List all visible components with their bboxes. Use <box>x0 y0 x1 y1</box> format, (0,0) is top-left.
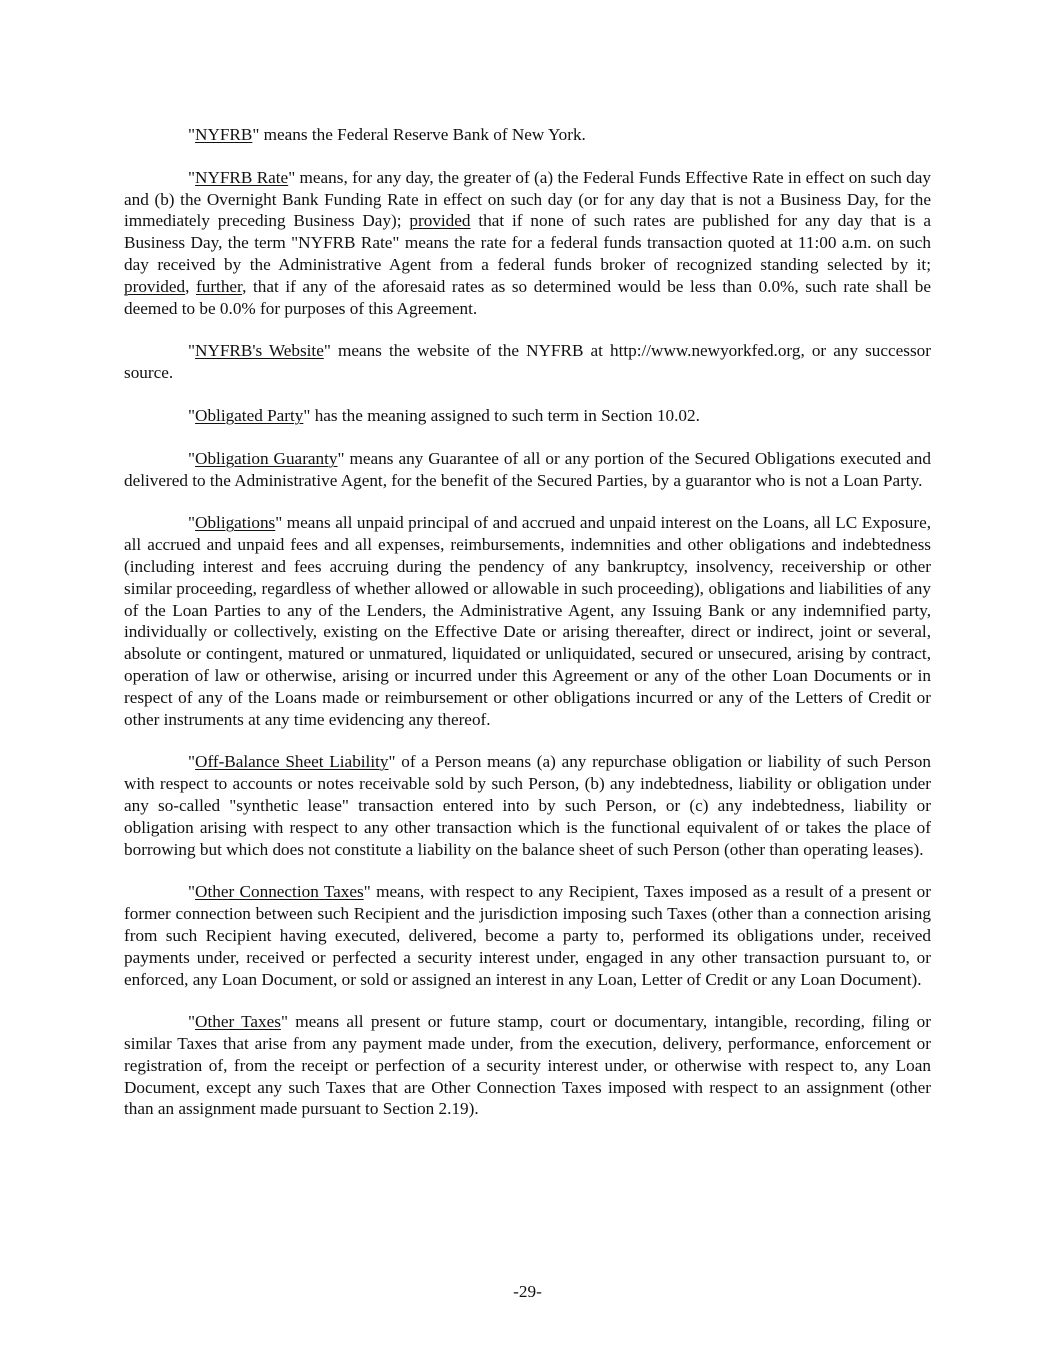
definition-text: " means the Federal Reserve Bank of New York. <box>252 125 586 144</box>
defined-term: Obligations <box>195 513 276 533</box>
page-number: -29- <box>513 1282 542 1301</box>
defined-term: Off-Balance Sheet Liability <box>195 752 389 772</box>
separator: , <box>185 276 196 296</box>
defined-term: Other Connection Taxes <box>195 882 364 902</box>
definition-nyfrb-website: "NYFRB's Website" means the website of the NYFRB at http://www.newyorkfed.org, or any successor source. <box>124 341 931 383</box>
definition-text: " means, for any day, the greater of (a) the Federal Funds Effective Rate in effect on such day and (b) the Overnight Bank Funding Rate in effect on such day (or for any day that is not a Business Day, for the immediately preceding Business Day); <box>124 167 931 231</box>
definition-text: , that if any of the aforesaid rates as so determined would be less than 0.0%, such rate shall be deemed to be 0.0% for purposes of this Agreement. <box>124 276 931 318</box>
defined-term: NYFRB Rate <box>195 167 289 187</box>
definition-text: " means all present or future stamp, court or documentary, intangible, recording, filing or similar Taxes that arise from any payment made under, from the execution, delivery, performance, enforcement or registration of, from the receipt or perfection of a security interest under, or otherwise with respect to, any Loan Document, except any such Taxes that are Other Connection Taxes imposed with respect to an assignment (other than an assignment made pursuant to Section 2.19). <box>124 1012 931 1119</box>
definition-text: " means, with respect to any Recipient, Taxes imposed as a result of a present or former connection between such Recipient and the jurisdiction imposing such Taxes (other than a connection arising from such Recipient having executed, delivered, become a party to, performed its obligations under, received payments under, received or perfected a security interest under, engaged in any other transaction pursuant to, or enforced, any Loan Document, or sold or assigned an interest in any Loan, Letter of Credit or any Loan Document). <box>124 882 931 989</box>
further-keyword: further <box>196 276 243 296</box>
defined-term: NYFRB <box>195 125 253 144</box>
definition-text: " means any Guarantee of all or any portion of the Secured Obligations executed and delivered to the Administrative Agent, for the benefit of the Secured Parties, by a guarantor who is not a Loan Party. <box>124 448 931 490</box>
definition-text: that if none of such rates are published for any day that is a Business Day, the term "NYFRB Rate" means the rate for a federal funds transaction quoted at 11:00 a.m. on such day received by the Administrative Agent from a federal funds broker of recognized standing selected by it; <box>124 211 931 274</box>
definition-obligations: "Obligations" means all unpaid principal of and accrued and unpaid interest on the Loans, all LC Exposure, all accrued and unpaid fees and all expenses, reimbursements, indemnities and other obligations and indebtedness (including interest and fees accruing during the pendency of any bankruptcy, insolvency, receivership or other similar proceeding, regardless of whether allowed or allowable in such proceeding), obligations and liabilities of any of the Loan Parties to any of the Lenders, the Administrative Agent, any Issuing Bank or any indemnified party, individually or collectively, existing on the Effective Date or arising thereafter, direct or indirect, joint or several, absolute or contingent, matured or unmatured, liquidated or unliquidated, secured or unsecured, arising by contract, operation of law or otherwise, arising or incurred under this Agreement or any of the other Loan Documents or in respect of any of the Loans made or reimbursement or other obligations incurred or any of the Letters of Credit or other instruments at any time evidencing any thereof. <box>124 513 931 729</box>
defined-term: Obligation Guaranty <box>195 448 338 468</box>
definition-other-taxes: "Other Taxes" means all present or future stamp, court or documentary, intangible, recording, filing or similar Taxes that arise from any payment made under, from the execution, delivery, performance, enforcement or registration of, from the receipt or perfection of a security interest under, or otherwise with respect to, any Loan Document, except any such Taxes that are Other Connection Taxes imposed with respect to an assignment (other than an assignment made pursuant to Section 2.19). <box>124 1012 931 1119</box>
definition-text: " of a Person means (a) any repurchase obligation or liability of such Person with respect to accounts or notes receivable sold by such Person, (b) any indebtedness, liability or obligation under any so-called "synthetic lease" transaction entered into by such Person, or (c) any indebtedness, liability or obligation arising with respect to any other transaction which is the functional equivalent of or takes the place of borrowing but which does not constitute a liability on the balance sheet of such Person (other than operating leases). <box>124 752 931 859</box>
defined-term: Obligated Party <box>195 405 304 425</box>
definition-other-connection-taxes: "Other Connection Taxes" means, with respect to any Recipient, Taxes imposed as a result of a present or former connection between such Recipient and the jurisdiction imposing such Taxes (other than a connection arising from such Recipient having executed, delivered, become a party to, performed its obligations under, received payments under, received or perfected a security interest under, engaged in any other transaction pursuant to, or enforced, any Loan Document, or sold or assigned an interest in any Loan, Letter of Credit or any Loan Document). <box>124 882 931 989</box>
definition-text: " means the website of the NYFRB at http://www.newyorkfed.org, or any successor source. <box>124 341 931 383</box>
definition-obligation-guaranty: "Obligation Guaranty" means any Guarantee of all or any portion of the Secured Obligations executed and delivered to the Administrative Agent, for the benefit of the Secured Parties, by a guarantor who is not a Loan Party. <box>124 448 931 490</box>
definition-text: " means all unpaid principal of and accrued and unpaid interest on the Loans, all LC Exposure, all accrued and unpaid fees and all expenses, reimbursements, indemnities and other obligations and indebtedness (including interest and fees accruing during the pendency of any bankruptcy, insolvency, receivership or other similar proceeding, regardless of whether allowed or allowable in such proceeding), obligations and liabilities of any of the Loan Parties to any of the Lenders, the Administrative Agent, any Issuing Bank or any indemnified party, individually or collectively, existing on the Effective Date or arising thereafter, direct or indirect, joint or several, absolute or contingent, matured or unmatured, liquidated or unliquidated, secured or unsecured, arising by contract, operation of law or otherwise, arising or incurred under this Agreement or any of the other Loan Documents or in respect of any of the Loans made or reimbursement or other obligations incurred or any of the Letters of Credit or other instruments at any time evidencing any thereof. <box>124 513 931 729</box>
definition-text: " has the meaning assigned to such term in Section 10.02. <box>303 405 700 425</box>
definition-obligated-party: "Obligated Party" has the meaning assigned to such term in Section 10.02. <box>188 405 700 425</box>
definition-nyfrb-rate: "NYFRB Rate" means, for any day, the greater of (a) the Federal Funds Effective Rate in effect on such day and (b) the Overnight Bank Funding Rate in effect on such day (or for any day that is not a Business Day, for the immediately preceding Business Day); provided that if none of such rates are published for any day that is a Business Day, the term "NYFRB Rate" means the rate for a federal funds transaction quoted at 11:00 a.m. on such day received by the Administrative Agent from a federal funds broker of recognized standing selected by it; provided, further, that if any of the aforesaid rates as so determined would be less than 0.0%, such rate shall be deemed to be 0.0% for purposes of this Agreement. <box>124 167 931 318</box>
definition-nyfrb: "NYFRB" means the Federal Reserve Bank of New York. <box>188 125 586 144</box>
definition-off-balance-sheet-liability: "Off-Balance Sheet Liability" of a Person means (a) any repurchase obligation or liability of such Person with respect to accounts or notes receivable sold by such Person, (b) any indebtedness, liability or obligation under any so-called "synthetic lease" transaction entered into by such Person, or (c) any indebtedness, liability or obligation arising with respect to any other transaction which is the functional equivalent of or takes the place of borrowing but which does not constitute a liability on the balance sheet of such Person (other than operating leases). <box>124 752 931 859</box>
provided-keyword: provided <box>124 276 186 296</box>
defined-term: NYFRB's Website <box>195 341 324 361</box>
provided-keyword: provided <box>409 211 471 231</box>
document-page <box>124 124 931 1141</box>
defined-term: Other Taxes <box>195 1012 281 1032</box>
